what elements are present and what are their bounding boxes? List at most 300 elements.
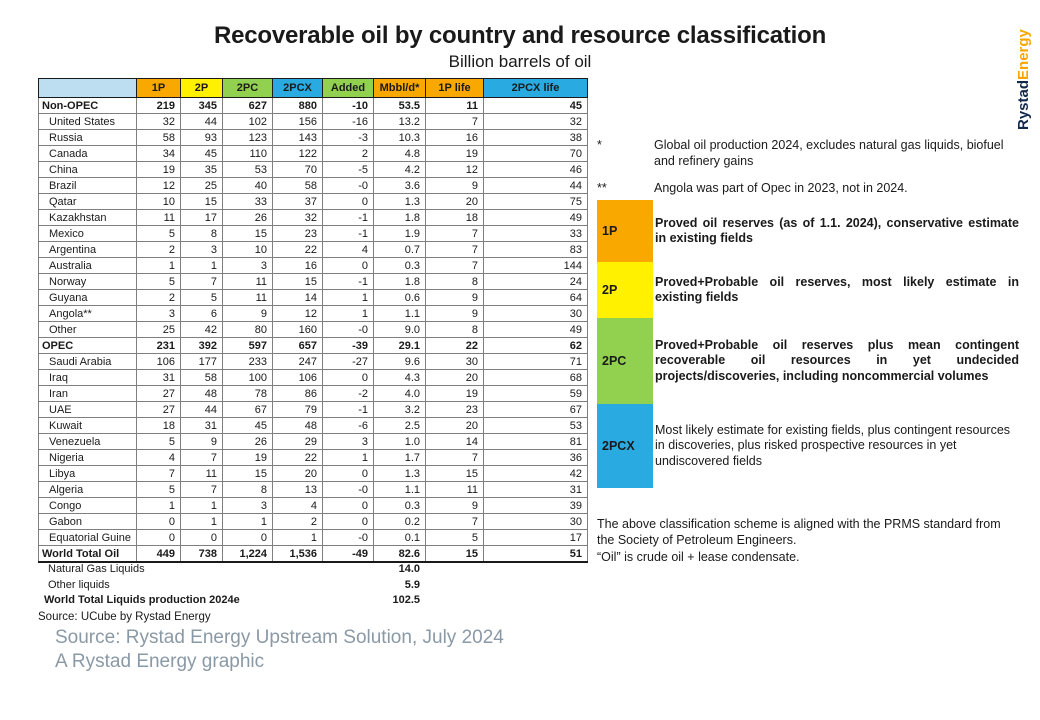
summary-label: Other liquids [48,578,110,591]
table-cell: 30 [426,354,484,370]
table-cell: 78 [223,386,273,402]
table-cell: 79 [273,402,323,418]
table-cell: 2 [137,242,181,258]
table-cell: 100 [223,370,273,386]
summary-row [38,594,587,610]
table-cell: 27 [137,386,181,402]
table-cell: 4.3 [374,370,426,386]
table-cell: 37 [273,194,323,210]
summary-value: 14.0 [398,563,420,575]
table-cell: 3 [323,434,374,450]
legend-item [597,404,1019,488]
table-row [39,530,588,546]
legend-description: Proved+Probable oil reserves, most likely estimate in existing fields [655,274,1019,304]
column-header: 2PC [223,79,273,98]
row-label: Canada [39,146,137,162]
table-cell: 14 [273,290,323,306]
table-cell: 68 [484,370,588,386]
table-cell: -1 [323,402,374,418]
table-cell: 7 [181,274,223,290]
table-cell: 11 [181,466,223,482]
table-cell: 0 [323,258,374,274]
table-cell: 4.8 [374,146,426,162]
table-cell: 1 [323,450,374,466]
column-header [39,79,137,98]
table-cell: 32 [137,114,181,130]
summary-label: Natural Gas Liquids [48,563,145,575]
table-cell: 1.8 [374,210,426,226]
row-label: United States [39,114,137,130]
table-cell: -49 [323,546,374,563]
table-cell: 144 [484,258,588,274]
row-label: Other [39,322,137,338]
table-cell: -0 [323,530,374,546]
table-cell: 62 [484,338,588,354]
row-label: Nigeria [39,450,137,466]
table-cell: 0.7 [374,242,426,258]
oil-table-head [39,79,588,98]
table-cell: 49 [484,210,588,226]
table-cell: 27 [137,402,181,418]
table-cell: 0.3 [374,258,426,274]
table-cell: 1 [137,498,181,514]
table-cell: 13.2 [374,114,426,130]
table-cell: 7 [426,514,484,530]
table-row [39,466,588,482]
table-cell: 1 [323,306,374,322]
oil-table-body [39,98,588,563]
row-label: Non-OPEC [39,98,137,114]
legend-item [597,262,1019,318]
table-cell: -39 [323,338,374,354]
table-row [39,386,588,402]
table-cell: -1 [323,226,374,242]
table-cell: -6 [323,418,374,434]
footnote-text: Angola was part of Opec in 2023, not in 2024. [654,180,908,195]
table-cell: 53 [484,418,588,434]
table-cell: 7 [426,242,484,258]
table-cell: 1,224 [223,546,273,563]
row-label: Kazakhstan [39,210,137,226]
table-cell: 2 [273,514,323,530]
table-cell: 36 [484,450,588,466]
table-cell: 86 [273,386,323,402]
table-cell: 26 [223,434,273,450]
table-cell: 9.6 [374,354,426,370]
table-source-note: Source: UCube by Rystad Energy [38,611,211,623]
table-cell: 22 [273,242,323,258]
table-cell: 8 [426,274,484,290]
table-cell: 106 [137,354,181,370]
table-cell: -0 [323,482,374,498]
table-cell: 34 [137,146,181,162]
row-label: Venezuela [39,434,137,450]
table-cell: 160 [273,322,323,338]
table-cell: 22 [426,338,484,354]
table-cell: 1.7 [374,450,426,466]
table-cell: -2 [323,386,374,402]
column-header: 1P [137,79,181,98]
table-cell: 0 [323,514,374,530]
table-cell: -16 [323,114,374,130]
table-cell: 627 [223,98,273,114]
table-cell: 880 [273,98,323,114]
table-row [39,290,588,306]
table-cell: 11 [137,210,181,226]
table-row [39,210,588,226]
table-cell: 16 [426,130,484,146]
table-cell: 247 [273,354,323,370]
table-cell: 23 [273,226,323,242]
table-cell: 10 [137,194,181,210]
table-cell: 58 [273,178,323,194]
table-row [39,338,588,354]
table-row [39,370,588,386]
table-cell: 19 [426,386,484,402]
table-cell: 0.3 [374,498,426,514]
table-cell: 1.9 [374,226,426,242]
table-cell: 29 [273,434,323,450]
row-label: Guyana [39,290,137,306]
table-row [39,402,588,418]
table-cell: -27 [323,354,374,370]
table-cell: 18 [426,210,484,226]
table-cell: 5 [181,290,223,306]
table-cell: 1 [323,290,374,306]
table-cell: 12 [137,178,181,194]
table-cell: 143 [273,130,323,146]
table-cell: 29.1 [374,338,426,354]
table-cell: 42 [181,322,223,338]
row-label: UAE [39,402,137,418]
table-cell: 30 [484,514,588,530]
table-cell: 7 [426,450,484,466]
legend-item [597,318,1019,404]
table-cell: 31 [484,482,588,498]
table-cell: 82.6 [374,546,426,563]
table-cell: 26 [223,210,273,226]
oil-table [38,78,588,563]
table-cell: 10 [223,242,273,258]
oil-table-wrapper [38,78,588,563]
table-cell: 5 [426,530,484,546]
table-cell: 8 [223,482,273,498]
table-row [39,450,588,466]
table-cell: 123 [223,130,273,146]
table-cell: 31 [137,370,181,386]
table-cell: 19 [137,162,181,178]
table-cell: 10.3 [374,130,426,146]
legend-color-box: 2PC [597,318,653,404]
table-cell: 11 [223,290,273,306]
table-cell: 0 [223,530,273,546]
row-label: Russia [39,130,137,146]
logo-rystad: Rystad [1015,79,1032,130]
table-cell: 0 [323,194,374,210]
table-cell: 0 [181,530,223,546]
table-cell: 11 [426,98,484,114]
table-cell: 7 [181,450,223,466]
row-label: Kuwait [39,418,137,434]
table-row [39,546,588,563]
table-cell: 7 [426,226,484,242]
table-cell: 20 [426,370,484,386]
table-cell: 110 [223,146,273,162]
table-cell: 17 [484,530,588,546]
table-cell: 9 [426,498,484,514]
table-cell: 42 [484,466,588,482]
table-cell: 12 [426,162,484,178]
table-cell: 31 [181,418,223,434]
footnote-marker: ** [597,180,607,195]
table-cell: 71 [484,354,588,370]
table-cell: 51 [484,546,588,563]
summary-value: 5.9 [404,578,420,591]
footer-source: Source: Rystad Energy Upstream Solution, July 2024 [55,627,504,648]
table-cell: 0 [323,370,374,386]
summary-value: 102.5 [392,594,420,606]
table-row [39,130,588,146]
table-cell: 7 [181,482,223,498]
table-cell: 1.1 [374,482,426,498]
table-cell: 345 [181,98,223,114]
table-cell: 233 [223,354,273,370]
logo-energy: Energy [1015,29,1032,80]
table-cell: 83 [484,242,588,258]
table-row [39,178,588,194]
table-cell: 1 [273,530,323,546]
table-row [39,482,588,498]
table-cell: 1 [137,258,181,274]
table-cell: 0 [323,498,374,514]
table-row [39,226,588,242]
table-cell: 25 [181,178,223,194]
footnotes [597,138,1017,208]
table-cell: 4 [323,242,374,258]
table-cell: 80 [223,322,273,338]
table-cell: 19 [426,146,484,162]
table-cell: 67 [223,402,273,418]
row-label: Brazil [39,178,137,194]
table-cell: 1 [181,498,223,514]
table-cell: 0.6 [374,290,426,306]
table-cell: 58 [137,130,181,146]
column-header: 1P life [426,79,484,98]
table-cell: 20 [273,466,323,482]
table-cell: 9.0 [374,322,426,338]
column-header: 2PCX life [484,79,588,98]
table-cell: -1 [323,210,374,226]
table-cell: 9 [426,290,484,306]
table-cell: 45 [223,418,273,434]
table-cell: 9 [426,306,484,322]
table-cell: 75 [484,194,588,210]
footnote [597,181,1017,197]
table-header-row [39,79,588,98]
table-cell: 0.1 [374,530,426,546]
legend-color-box: 1P [597,200,653,262]
table-cell: 70 [273,162,323,178]
table-cell: 4 [137,450,181,466]
table-cell: 33 [484,226,588,242]
table-cell: 44 [484,178,588,194]
table-cell: 48 [181,386,223,402]
footnote-marker: * [597,138,602,152]
table-cell: 1.1 [374,306,426,322]
table-cell: 19 [223,450,273,466]
table-cell: 3.6 [374,178,426,194]
table-cell: 11 [426,482,484,498]
table-cell: 106 [273,370,323,386]
table-cell: 4 [273,498,323,514]
table-cell: 33 [223,194,273,210]
table-cell: 7 [426,114,484,130]
table-row [39,514,588,530]
table-cell: -10 [323,98,374,114]
table-cell: 0 [323,466,374,482]
table-cell: 738 [181,546,223,563]
table-cell: 6 [181,306,223,322]
table-cell: 81 [484,434,588,450]
table-cell: 45 [484,98,588,114]
column-header: Mbbl/d* [374,79,426,98]
table-cell: 40 [223,178,273,194]
table-cell: 1.3 [374,194,426,210]
table-cell: 3 [181,242,223,258]
table-cell: -0 [323,322,374,338]
row-label: Saudi Arabia [39,354,137,370]
table-cell: 7 [137,466,181,482]
table-cell: 9 [223,306,273,322]
summary-row [38,579,587,595]
row-label: Iran [39,386,137,402]
table-cell: 9 [181,434,223,450]
row-label: China [39,162,137,178]
table-cell: 64 [484,290,588,306]
table-cell: 449 [137,546,181,563]
footer [55,626,504,674]
table-cell: 35 [181,162,223,178]
table-cell: 9 [426,178,484,194]
table-cell: 32 [484,114,588,130]
table-row [39,146,588,162]
table-cell: 1 [181,514,223,530]
table-cell: 5 [137,434,181,450]
table-cell: 22 [273,450,323,466]
table-row [39,306,588,322]
table-cell: 14 [426,434,484,450]
table-cell: -1 [323,274,374,290]
column-header: Added [323,79,374,98]
table-cell: 177 [181,354,223,370]
classification-note-line1: The above classification scheme is aligned with the PRMS standard from the Society of Petroleum Engineers. [597,517,1001,548]
summary-row [38,563,587,579]
row-label: Norway [39,274,137,290]
table-cell: 32 [273,210,323,226]
table-row [39,242,588,258]
table-cell: 44 [181,114,223,130]
row-label: Gabon [39,514,137,530]
legend-description: Proved+Probable oil reserves plus mean contingent recoverable oil resources in yet undecided projects/discoveries, including noncommercial volumes [655,338,1019,383]
table-cell: 48 [273,418,323,434]
table-cell: 24 [484,274,588,290]
table-cell: 2 [137,290,181,306]
table-cell: 39 [484,498,588,514]
table-cell: 156 [273,114,323,130]
table-cell: 15 [426,546,484,563]
table-cell: 0 [137,514,181,530]
classification-legend [597,200,1019,488]
table-cell: 15 [426,466,484,482]
table-cell: 15 [223,466,273,482]
rystad-energy-logo [1015,15,1032,130]
table-cell: 657 [273,338,323,354]
table-row [39,322,588,338]
classification-note [597,516,1021,565]
table-cell: 4.2 [374,162,426,178]
table-cell: 20 [426,194,484,210]
table-row [39,274,588,290]
table-row [39,418,588,434]
legend-item [597,200,1019,262]
table-row [39,194,588,210]
column-header: 2PCX [273,79,323,98]
table-cell: 58 [181,370,223,386]
row-label: Equatorial Guine [39,530,137,546]
table-cell: 5 [137,482,181,498]
table-cell: 93 [181,130,223,146]
table-cell: 45 [181,146,223,162]
table-cell: -3 [323,130,374,146]
table-cell: 3 [223,258,273,274]
table-row [39,114,588,130]
table-cell: 12 [273,306,323,322]
table-cell: 7 [426,258,484,274]
table-cell: 53.5 [374,98,426,114]
table-cell: 102 [223,114,273,130]
table-cell: 16 [273,258,323,274]
table-cell: 15 [181,194,223,210]
table-cell: 67 [484,402,588,418]
row-label: Congo [39,498,137,514]
table-cell: 1,536 [273,546,323,563]
table-cell: 20 [426,418,484,434]
table-cell: 122 [273,146,323,162]
legend-color-box: 2P [597,262,653,318]
footnote [597,138,1017,170]
table-cell: 15 [273,274,323,290]
row-label: OPEC [39,338,137,354]
legend-description: Most likely estimate for existing fields, plus contingent resources in discoveries, plus risked prospective resources in yet undiscovered fields [655,423,1011,468]
table-cell: 1.0 [374,434,426,450]
table-cell: 30 [484,306,588,322]
table-cell: 11 [223,274,273,290]
row-label: Libya [39,466,137,482]
table-cell: 0 [137,530,181,546]
table-row [39,98,588,114]
classification-note-line2: “Oil” is crude oil + lease condensate. [597,549,800,564]
table-cell: 1 [223,514,273,530]
table-cell: 1.3 [374,466,426,482]
table-cell: 5 [137,274,181,290]
table-row [39,258,588,274]
footnote-text: Global oil production 2024, excludes natural gas liquids, biofuel and refinery gains [654,138,1004,168]
table-cell: 4.0 [374,386,426,402]
row-label: Australia [39,258,137,274]
table-cell: 3.2 [374,402,426,418]
table-cell: 49 [484,322,588,338]
table-row [39,498,588,514]
